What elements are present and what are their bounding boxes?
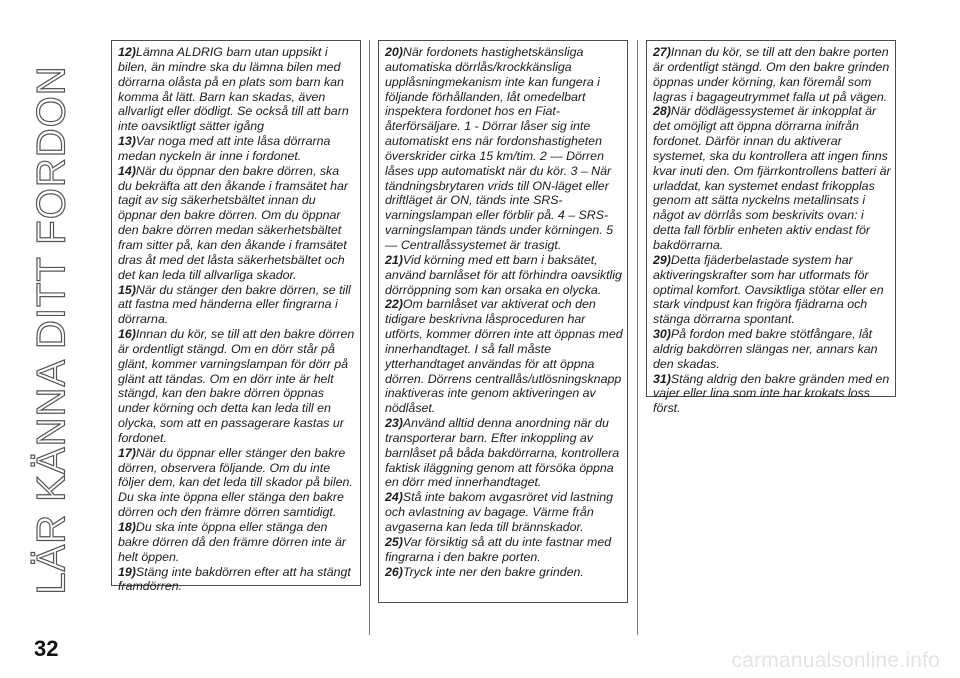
- note-number: 28): [653, 104, 671, 119]
- note-text: När dödlägessystemet är inkopplat är det omöjligt att öppna dörrarna inifrån fordonet. Därför innan du aktiverar systemet, ska du kontrollera att ingen finns kvar inuti den. Om fjärrkontrollens batteri är urladdat, kan systemet endast frikopplas genom att sätta nyckelns metallinsats i något av dörrlås som beskrivits ovan: i detta fall förblir enheten aktiv endast för bakdörrarna.: [653, 104, 891, 252]
- note-13: [118, 134, 356, 164]
- note-17: [118, 446, 356, 520]
- warning-box-2: [378, 40, 628, 603]
- note-number: 22): [385, 297, 403, 312]
- note-text: Lämna ALDRIG barn utan uppsikt i bilen, än mindre ska du lämna bilen med dörrarna olåsta på en plats som barn kan komma åt lätt. Barn kan skadas, även allvarligt eller dödligt. Se också till att barn inte oavsiktligt sätter igång: [118, 45, 349, 134]
- note-14: [118, 164, 356, 283]
- note-21: [385, 253, 623, 298]
- note-15: [118, 283, 356, 328]
- chapter-title: LÄR KÄNNA DITT FORDON: [29, 65, 74, 595]
- note-text: När du öppnar den bakre dörren, ska du bekräfta att den åkande i framsätet har tagit av sig säkerhetsbältet innan du öppnar den bakre dörren. Om du öppnar den bakre dörren medan säkerhetsbältet fram sitter på, kan den åkande i framsätet dras åt med det låsta säkerhetsbältet och det kan leda till allvarliga skador.: [118, 163, 349, 282]
- note-number: 30): [653, 327, 671, 342]
- note-number: 14): [118, 163, 136, 178]
- note-number: 16): [118, 327, 136, 342]
- note-text: När du öppnar eller stänger den bakre dörren, observera följande. Om du inte följer dem, kan det leda till skador på bilen. Du ska inte öppna eller stänga den bakre dörren och den främre dörren samtidigt.: [118, 445, 353, 520]
- note-number: 20): [385, 45, 403, 59]
- note-24: [385, 490, 623, 535]
- note-text: När fordonets hastighetskänsliga automatiska dörrlås/krockkänsliga upplåsningmekanism inte kan fungera i följande förhållanden, låt omedelbart inspektera fordonet hos en Fiat-återförsäljare. 1 - Dörrar låser sig inte automatiskt ens när fordonshastigheten överskrider cirka 15 km/tim. 2 — Dörren låses upp automatiskt när du kör. 3 – När tändningsbrytaren vrids till ON-läget eller driftläget är ON, tänds inte SRS-varningslampan eller förblir på. 4 – SRS-varningslampan tänds under körningen. 5 — Centrallåssystemet är trasigt.: [385, 45, 613, 252]
- warning-box-1: [111, 40, 361, 594]
- note-28: [653, 104, 891, 252]
- note-text: På fordon med bakre stötfångare, låt aldrig bakdörren slängas ner, annars kan den skadas.: [653, 327, 878, 371]
- note-text: Innan du kör, se till att den bakre dörren är ordentligt stängd. Om en dörr står på glänt, kommer varningslampan för dörr på glänt att tändas. Om en dörr inte är helt stängd, kan den bakre dörren öppnas under körning och detta kan leda till en olycka, som att en passagerare kastas ur fordonet.: [118, 327, 355, 445]
- note-20: [385, 45, 623, 253]
- note-text: När du stänger den bakre dörren, se till att fastna med händerna eller fingrarna i dörrarna.: [118, 282, 351, 327]
- note-25: [385, 535, 623, 565]
- note-number: 29): [653, 252, 671, 267]
- note-number: 17): [118, 445, 136, 460]
- watermark: carmanualsonline.info: [731, 649, 940, 672]
- note-text: Innan du kör, se till att den bakre porten är ordentligt stängd. Om den bakre grinden öppnas under körning, kan föremål som lagras i bagageutrymmet falla ut på vägen.: [653, 45, 890, 104]
- note-27: [653, 45, 891, 104]
- note-number: 26): [385, 564, 403, 579]
- note-text: Var noga med att inte låsa dörrarna medan nyckeln är inne i fordonet.: [118, 134, 331, 163]
- note-31: [653, 372, 891, 417]
- note-number: 15): [118, 282, 136, 297]
- note-text: Du ska inte öppna eller stänga den bakre dörren då den främre dörren inte är helt öppen.: [118, 520, 346, 564]
- note-number: 18): [118, 520, 136, 534]
- note-text: Tryck inte ner den bakre grinden.: [402, 564, 584, 579]
- note-29: [653, 253, 891, 327]
- column-divider: [369, 40, 370, 635]
- note-number: 27): [653, 45, 671, 59]
- note-text: Stäng aldrig den bakre gränden med en vajer eller lina som inte har krokats loss först.: [653, 371, 890, 416]
- note-22: [385, 297, 623, 416]
- note-19: [118, 565, 356, 595]
- note-number: 31): [653, 371, 671, 386]
- note-number: 21): [385, 252, 403, 267]
- note-23: [385, 416, 623, 490]
- warning-box-3: [646, 40, 896, 416]
- note-text: Stäng inte bakdörren efter att ha stängt framdörren.: [118, 564, 351, 594]
- note-number: 25): [385, 534, 403, 549]
- note-12: [118, 45, 356, 134]
- note-text: Var försiktig så att du inte fastnar med fingrarna i den bakre porten.: [385, 534, 612, 564]
- note-26: [385, 565, 623, 580]
- note-number: 19): [118, 564, 136, 579]
- note-text: Vid körning med ett barn i baksätet, använd barnlåset för att förhindra oavsiktlig dörröppning som kan orsaka en olycka.: [385, 252, 622, 297]
- note-number: 12): [118, 45, 136, 59]
- page-number: 32: [34, 636, 59, 661]
- note-text: Stå inte bakom avgasröret vid lastning och avlastning av bagage. Värme från avgaserna kan leda till brännskador.: [385, 490, 613, 534]
- note-18: [118, 520, 356, 565]
- column-divider: [637, 40, 638, 635]
- note-30: [653, 327, 891, 372]
- note-number: 24): [385, 490, 403, 505]
- note-text: Detta fjäderbelastade system har aktiveringskrafter som har utformats för optimal komfort. Oavsiktliga stötar eller en stark vindpust kan frigöra fjädrarna och stänga dörrarna spontant.: [653, 252, 884, 327]
- note-text: Använd alltid denna anordning när du transporterar barn. Efter inkoppling av barnlåset på båda bakdörrarna, kontrollera faktisk iläggning genom att försöka öppna en dörr med innerhandtaget.: [385, 416, 620, 490]
- note-text: Om barnlåset var aktiverat och den tidigare beskrivna låsproceduren har utförts, kommer dörren inte att öppnas med innerhandtaget. I så fall måste ytterhandtaget användas för att öppna dörren. Dörrens centrallås/utlösningsknapp inaktiveras inte genom aktiveringen av nödlåset.: [385, 297, 623, 416]
- note-16: [118, 327, 356, 446]
- note-number: 13): [118, 134, 136, 149]
- note-number: 23): [385, 416, 403, 431]
